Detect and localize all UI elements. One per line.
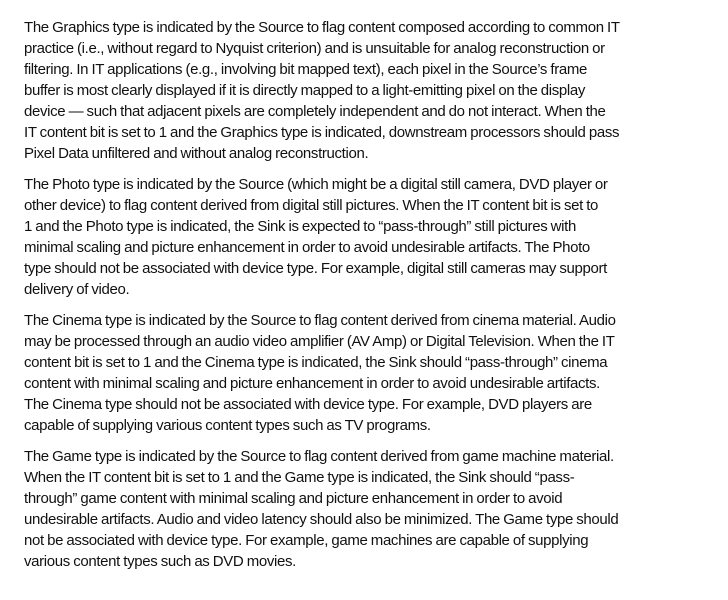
text-line: IT content bit is set to 1 and the Graphics type is indicated, downstream processors should pass — [24, 124, 620, 141]
text-line: through” game content with minimal scaling and picture enhancement in order to avoid — [24, 490, 563, 507]
text-line: The Photo type is indicated by the Source (which might be a digital still camera, DVD player or — [24, 176, 608, 193]
text-line: undesirable artifacts. Audio and video latency should also be minimized. The Game type should — [24, 511, 619, 528]
text-line: content bit is set to 1 and the Cinema type is indicated, the Sink should “pass-through” cinema — [24, 354, 608, 371]
text-line: When the IT content bit is set to 1 and the Game type is indicated, the Sink should “pass- — [24, 469, 575, 486]
paragraph-game — [24, 446, 724, 572]
text-line: other device) to flag content derived from digital still pictures. When the IT content bit is set to — [24, 197, 599, 214]
document-body — [24, 17, 724, 582]
text-line: minimal scaling and picture enhancement in order to avoid undesirable artifacts. The Photo — [24, 239, 590, 256]
paragraph-graphics — [24, 17, 724, 164]
text-line: 1 and the Photo type is indicated, the Sink is expected to “pass-through” still pictures with — [24, 218, 576, 235]
text-line: Pixel Data unfiltered and without analog reconstruction. — [24, 145, 369, 162]
text-line: type should not be associated with device type. For example, digital still cameras may support — [24, 260, 607, 277]
text-line: delivery of video. — [24, 281, 130, 298]
text-line: various content types such as DVD movies. — [24, 553, 296, 570]
text-line: The Game type is indicated by the Source to flag content derived from game machine material. — [24, 448, 614, 465]
text-line: buffer is most clearly displayed if it is directly mapped to a light-emitting pixel on the display — [24, 82, 586, 99]
text-line: capable of supplying various content types such as TV programs. — [24, 417, 431, 434]
text-line: filtering. In IT applications (e.g., involving bit mapped text), each pixel in the Source’s frame — [24, 61, 587, 78]
text-line: may be processed through an audio video amplifier (AV Amp) or Digital Television. When the IT — [24, 333, 615, 350]
paragraph-cinema — [24, 310, 724, 436]
text-line: practice (i.e., without regard to Nyquist criterion) and is unsuitable for analog reconstruction or — [24, 40, 605, 57]
paragraph-photo — [24, 174, 724, 300]
text-line: device — such that adjacent pixels are completely independent and do not interact. When the — [24, 103, 606, 120]
text-line: The Graphics type is indicated by the Source to flag content composed according to common IT — [24, 19, 620, 36]
text-line: not be associated with device type. For example, game machines are capable of supplying — [24, 532, 589, 549]
text-line: content with minimal scaling and picture enhancement in order to avoid undesirable artifacts. — [24, 375, 600, 392]
text-line: The Cinema type is indicated by the Source to flag content derived from cinema material. Audio — [24, 312, 616, 329]
text-line: The Cinema type should not be associated with device type. For example, DVD players are — [24, 396, 592, 413]
